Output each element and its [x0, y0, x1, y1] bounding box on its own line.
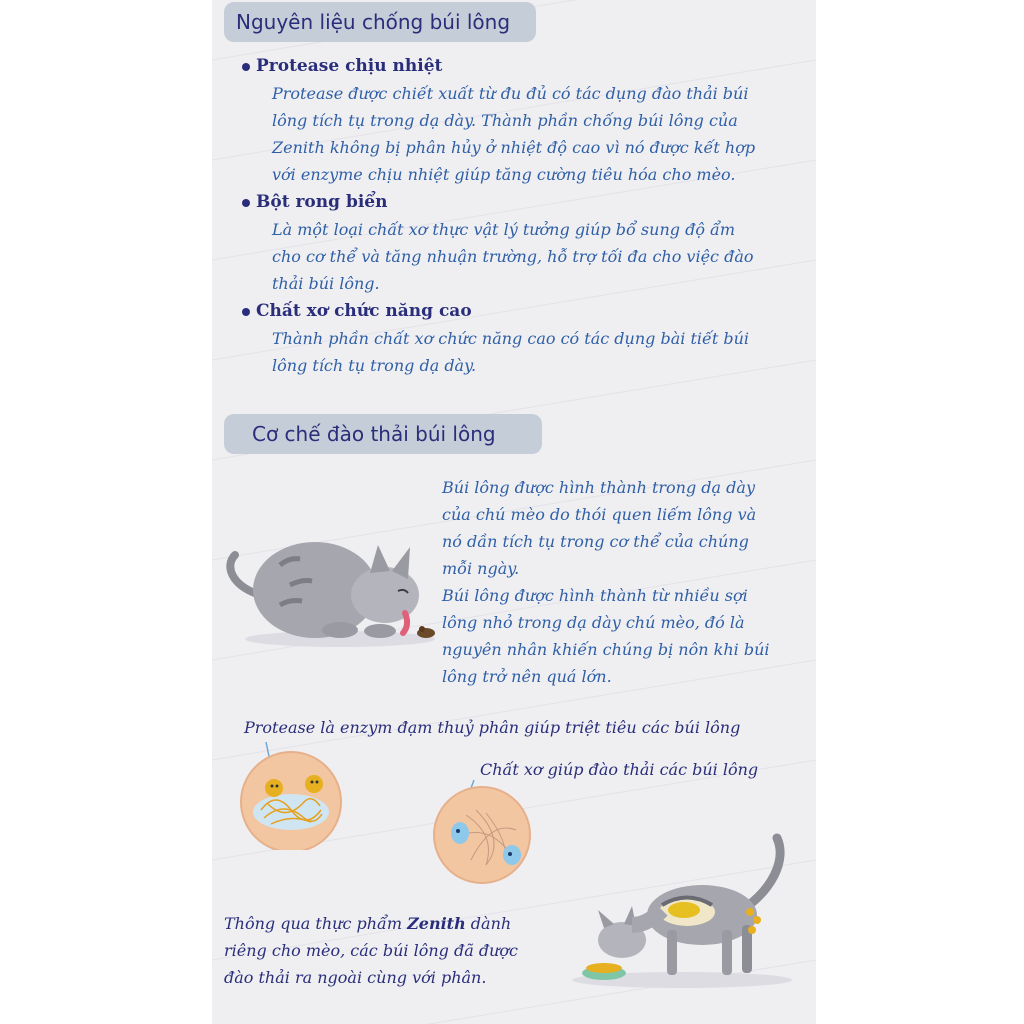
text-line: đào thải ra ngoài cùng với phân.: [224, 968, 487, 987]
text-line: của chú mèo do thói quen liếm lông và: [442, 505, 757, 524]
bullet-heading: Protease chịu nhiệt: [256, 56, 443, 76]
content-panel: [212, 0, 816, 1024]
cat-eating-illustration: [572, 830, 802, 995]
text-line: [224, 910, 518, 937]
protease-enzyme-circle: [236, 740, 346, 850]
text-line: lông nhỏ trong dạ dày chú mèo, đó là: [442, 613, 745, 632]
text-line: nguyên nhân khiến chúng bị nôn khi búi: [442, 640, 770, 659]
fiber-circle: [426, 775, 538, 885]
text-span: dành: [465, 914, 512, 933]
text-span: Thông qua thực phẩm: [224, 914, 408, 933]
text-line: Là một loại chất xơ thực vật lý tưởng giúp bổ sung độ ẩm: [272, 220, 736, 239]
bullet-seaweed: [256, 192, 387, 212]
paragraph-fiber: [272, 325, 749, 379]
text-line: Búi lông được hình thành trong dạ dày: [442, 478, 755, 497]
text-line: lông tích tụ trong dạ dày.: [272, 356, 477, 375]
bullet-dot: [242, 63, 250, 71]
text-line: lông tích tụ trong dạ dày. Thành phần chống búi lông của: [272, 111, 738, 130]
text-line: Búi lông được hình thành từ nhiều sợi: [442, 586, 748, 605]
text-line: nó dần tích tụ trong cơ thể của chúng: [442, 532, 749, 551]
text-line: thải búi lông.: [272, 274, 380, 293]
cat-vomiting-illustration: [220, 515, 435, 650]
paragraph-zenith: [224, 910, 518, 991]
text-line: Thành phần chất xơ chức năng cao có tác dụng bài tiết búi: [272, 329, 750, 348]
paragraph-protease: [272, 80, 755, 188]
paragraph-seaweed: [272, 216, 754, 297]
caption-fiber: Chất xơ giúp đào thải các búi lông: [480, 760, 759, 779]
text-line: Zenith không bị phân hủy ở nhiệt độ cao vì nó được kết hợp: [272, 138, 756, 157]
bullet-protease: [256, 56, 442, 76]
brand-name: Zenith: [407, 914, 466, 933]
paragraph-hairball-intro: [442, 474, 769, 690]
text-line: với enzyme chịu nhiệt giúp tăng cường tiêu hóa cho mèo.: [272, 165, 736, 184]
text-line: Protease được chiết xuất từ đu đủ có tác dụng đào thải búi: [272, 84, 749, 103]
bullet-fiber: [256, 301, 472, 321]
text-line: cho cơ thể và tăng nhuận trường, hỗ trợ tối đa cho việc đào: [272, 247, 754, 266]
section-title-mechanism: Cơ chế đào thải búi lông: [224, 414, 542, 454]
section-title-ingredients: Nguyên liệu chống búi lông: [224, 2, 536, 42]
bullet-heading: Chất xơ chức năng cao: [256, 301, 472, 321]
text-line: riêng cho mèo, các búi lông đã được: [224, 941, 518, 960]
bullet-heading: Bột rong biển: [256, 192, 388, 212]
text-line: lông trở nên quá lớn.: [442, 667, 612, 686]
text-line: mỗi ngày.: [442, 559, 520, 578]
bullet-dot: [242, 308, 250, 316]
caption-protease: Protease là enzym đạm thuỷ phân giúp triệt tiêu các búi lông: [244, 718, 741, 737]
bullet-dot: [242, 199, 250, 207]
